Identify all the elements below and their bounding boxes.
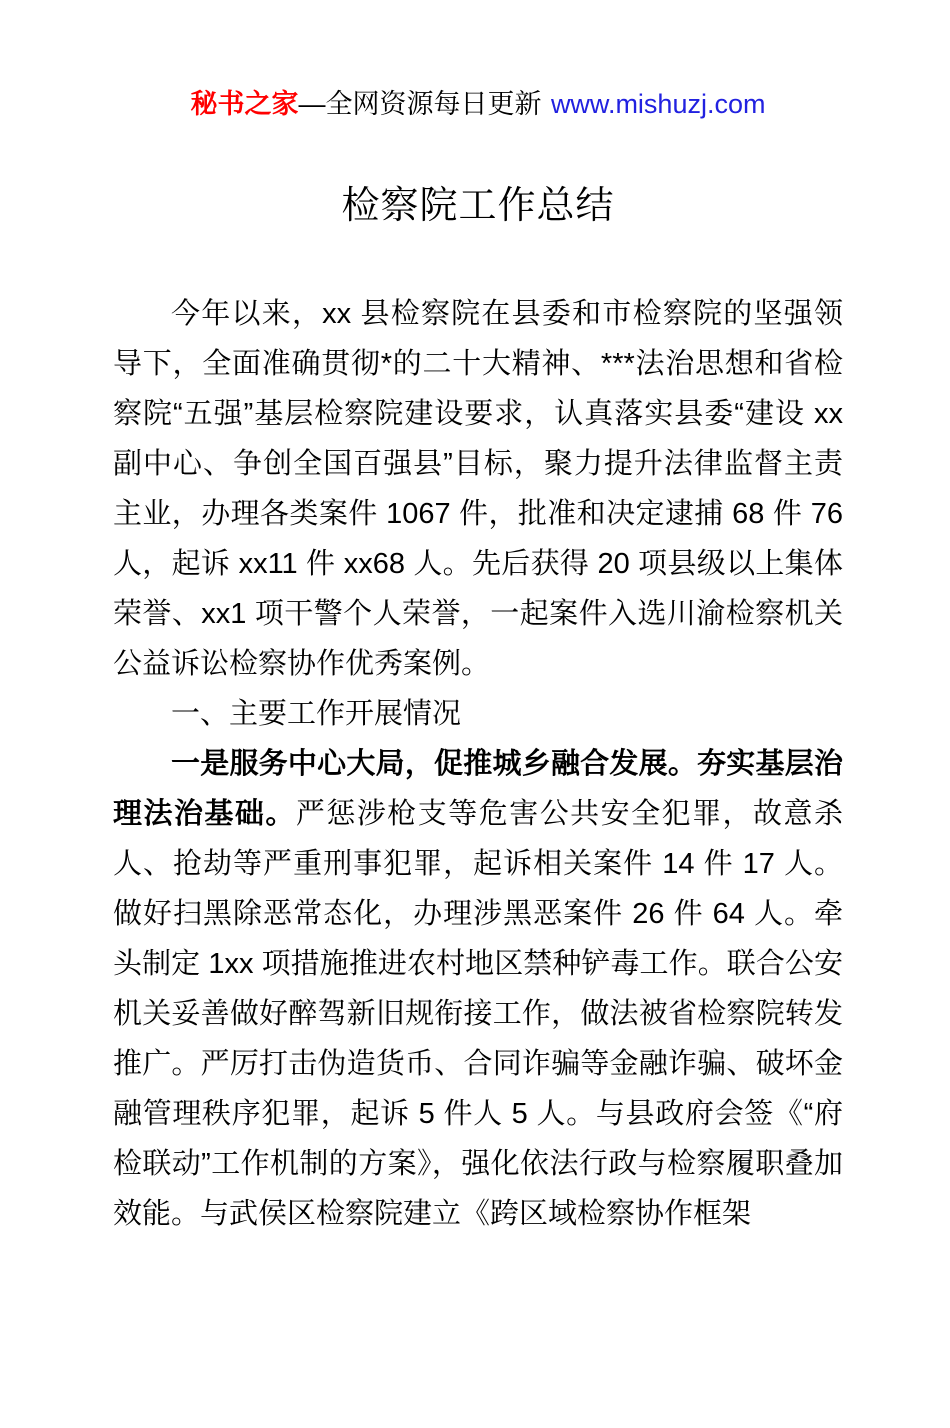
site-header <box>113 84 843 124</box>
document-page <box>0 84 950 1428</box>
point-paragraph <box>113 739 843 1239</box>
site-tagline: —全网资源每日更新 <box>298 89 542 119</box>
site-brand: 秘书之家 <box>190 89 299 119</box>
intro-paragraph: 今年以来，xx 县检察院在县委和市检察院的坚强领导下，全面准确贯彻*的二十大精神、***法治思想和省检察院“五强”基层检察院建设要求，认真落实县委“建设 xx 副中心、争创全国百强县”目标，聚力提升法律监督主责主业，办理各类案件 1067 件，批准和决定逮捕 68 件 76 人，起诉 xx11 件 xx68 人。先后获得 20 项县级以上集体荣誉、xx1 项干警个人荣誉，一起案件入选川渝检察机关公益诉讼检察协作优秀案例。 <box>113 298 843 680</box>
document-body <box>113 289 843 1239</box>
point-lead-bold: 一是服务中心大局，促推城乡融合发展。夯实基层治理法治基础。 <box>113 748 843 830</box>
point-text: 严惩涉枪支等危害公共安全犯罪，故意杀人、抢劫等严重刑事犯罪，起诉相关案件 14 件 17 人。做好扫黑除恶常态化，办理涉黑恶案件 26 件 64 人。牵头制定 1xx 项措施推进农村地区禁种铲毒工作。联合公安机关妥善做好醉驾新旧规衔接工作，做法被省检察院转发推广。严厉打击伪造货币、合同诈骗等金融诈骗、破坏金融管理秩序犯罪，起诉 5 件人 5 人。与县政府会签《“府检联动”工作机制的方案》，强化依法行政与检察履职叠加效能。与武侯区检察院建立《跨区域检察协作框架 <box>113 798 843 1230</box>
site-url-link[interactable]: www.mishuzj.com <box>550 89 766 119</box>
document-title: 检察院工作总结 <box>341 185 615 227</box>
section-heading: 一、主要工作开展情况 <box>171 698 462 730</box>
